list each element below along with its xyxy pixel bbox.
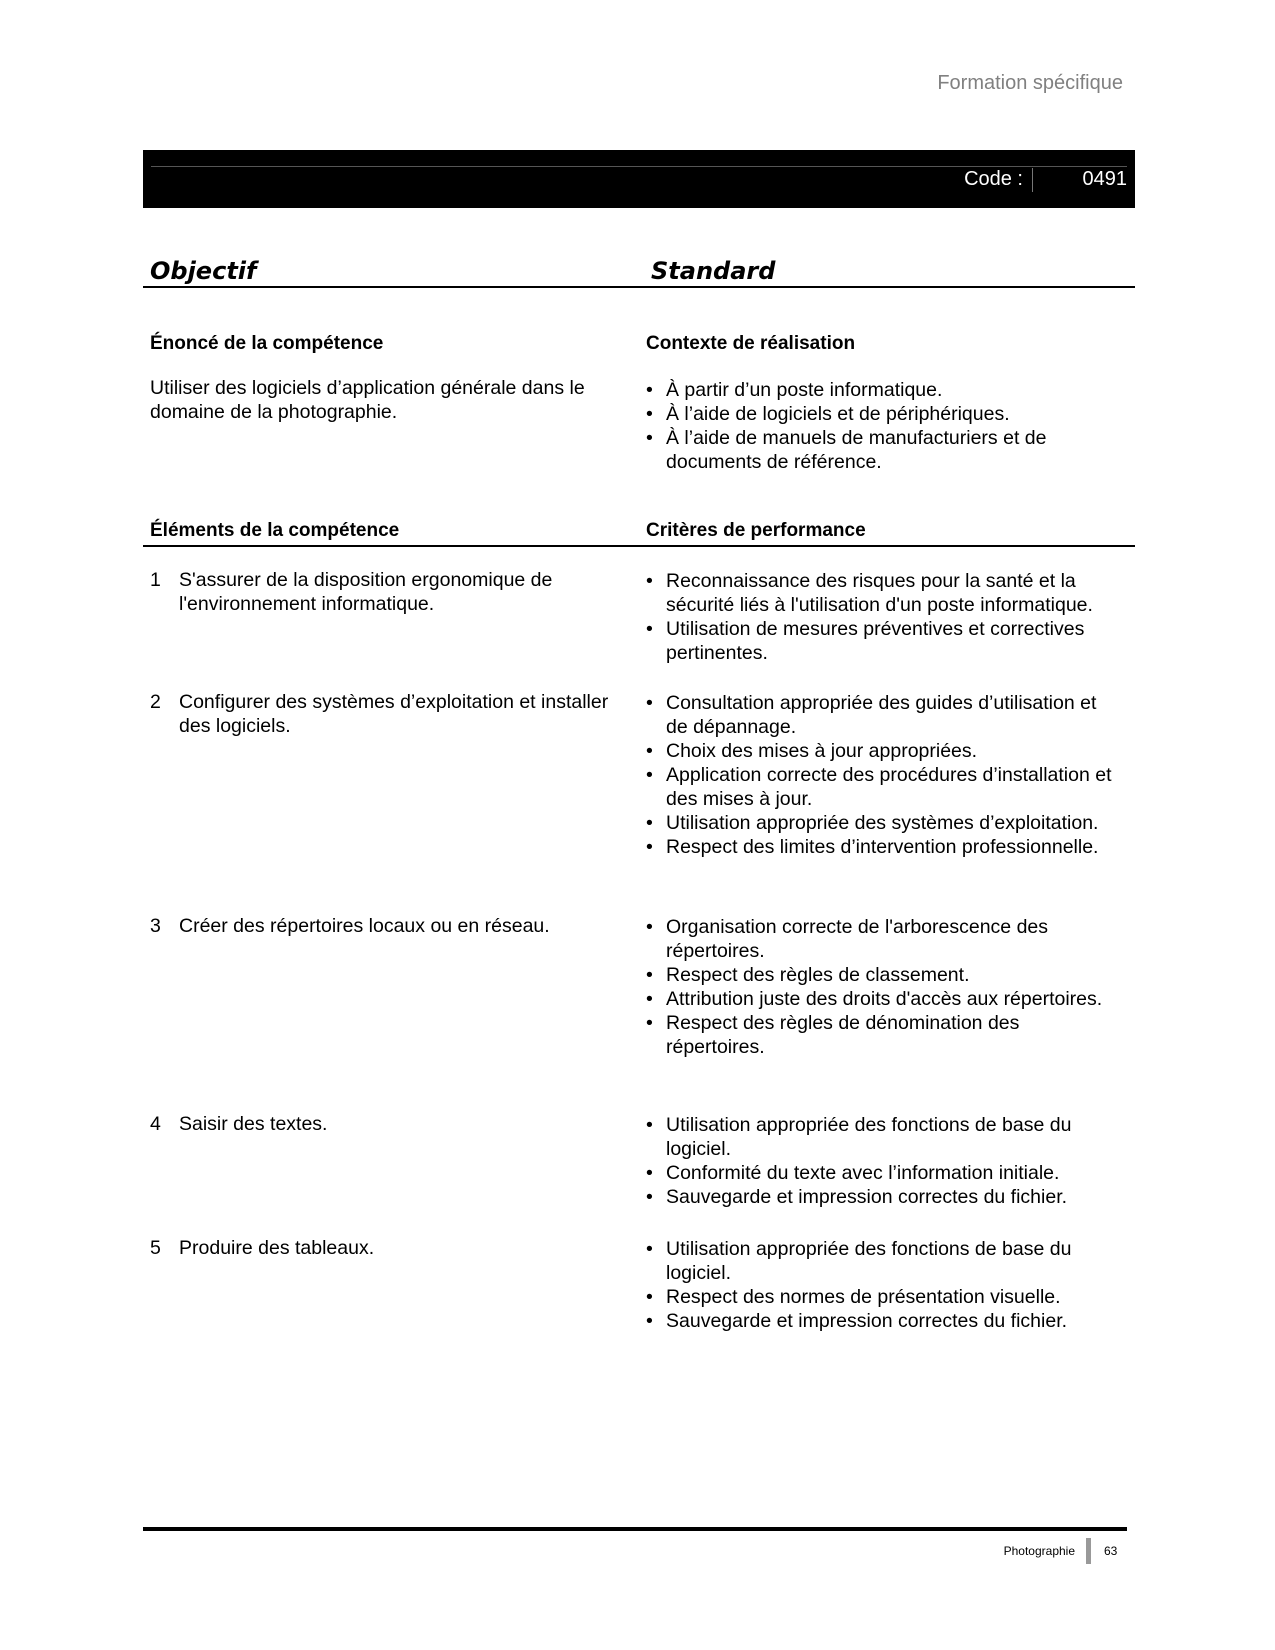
list-item: • Utilisation appropriée des systèmes d’exploitation. [644,811,1114,835]
list-item: • Utilisation de mesures préventives et correctives pertinentes. [644,617,1114,665]
page-number: 63 [1104,1544,1118,1558]
element-text: S'assurer de la disposition ergonomique de l'environnement informatique. [179,569,553,615]
page-section-header: Formation spécifique [937,72,1123,94]
element-number: 4 [150,1113,161,1135]
element-3 [150,914,620,938]
element-1 [150,568,620,616]
column-heading-objectif: Objectif [150,257,257,285]
list-item: • À l’aide de logiciels et de périphériques. [644,402,1114,426]
footer-rule [143,1527,1127,1531]
list-item: • Respect des normes de présentation visuelle. [644,1285,1114,1309]
list-item: • Utilisation appropriée des fonctions de base du logiciel. [644,1113,1114,1161]
list-item: • Attribution juste des droits d'accès aux répertoires. [644,987,1114,1011]
element-5 [150,1236,620,1260]
code-bar [143,150,1135,208]
criteria-list-1 [644,569,1114,665]
heading-rule [143,286,1135,288]
contexte-title: Contexte de réalisation [646,333,856,354]
enonce-text: Utiliser des logiciels d’application générale dans le domaine de la photographie. [150,377,585,423]
code-separator [1032,168,1033,192]
element-text: Produire des tableaux. [179,1237,375,1259]
elements-title: Éléments de la compétence [150,520,400,541]
element-4 [150,1112,620,1136]
criteria-list-2 [644,691,1114,859]
column-heading-standard: Standard [651,257,776,285]
element-number: 5 [150,1237,161,1259]
code-value: 0491 [1082,168,1127,190]
criteria-list-5 [644,1237,1114,1333]
section-rule [143,545,1135,547]
list-item: • Consultation appropriée des guides d’utilisation et de dépannage. [644,691,1114,739]
list-item: • Respect des règles de dénomination des répertoires. [644,1011,1114,1059]
enonce-title: Énoncé de la compétence [150,333,384,354]
footer-program: Photographie [1003,1544,1075,1558]
contexte-list [644,378,1114,474]
code-label: Code : [964,168,1023,190]
criteria-list-4 [644,1113,1114,1209]
code-bar-rule [151,166,1127,167]
criteria-list-3 [644,915,1114,1059]
criteres-title: Critères de performance [646,520,866,541]
element-text: Configurer des systèmes d’exploitation et installer des logiciels. [179,691,609,737]
list-item: • Application correcte des procédures d’installation et des mises à jour. [644,763,1114,811]
list-item: • Reconnaissance des risques pour la santé et la sécurité liés à l'utilisation d'un poste informatique. [644,569,1114,617]
list-item: • Sauvegarde et impression correctes du fichier. [644,1185,1114,1209]
element-number: 1 [150,569,161,591]
footer-separator [1086,1538,1091,1564]
element-2 [150,690,620,738]
list-item: • À partir d’un poste informatique. [644,378,1114,402]
list-item: • Utilisation appropriée des fonctions de base du logiciel. [644,1237,1114,1285]
element-text: Saisir des textes. [179,1113,328,1135]
element-number: 3 [150,915,161,937]
list-item: • Conformité du texte avec l’information initiale. [644,1161,1114,1185]
element-text: Créer des répertoires locaux ou en réseau. [179,915,550,937]
list-item: • Choix des mises à jour appropriées. [644,739,1114,763]
list-item: • À l’aide de manuels de manufacturiers et de documents de référence. [644,426,1114,474]
element-number: 2 [150,691,161,713]
list-item: • Respect des règles de classement. [644,963,1114,987]
list-item: • Respect des limites d’intervention professionnelle. [644,835,1114,859]
list-item: • Organisation correcte de l'arborescence des répertoires. [644,915,1114,963]
list-item: • Sauvegarde et impression correctes du fichier. [644,1309,1114,1333]
